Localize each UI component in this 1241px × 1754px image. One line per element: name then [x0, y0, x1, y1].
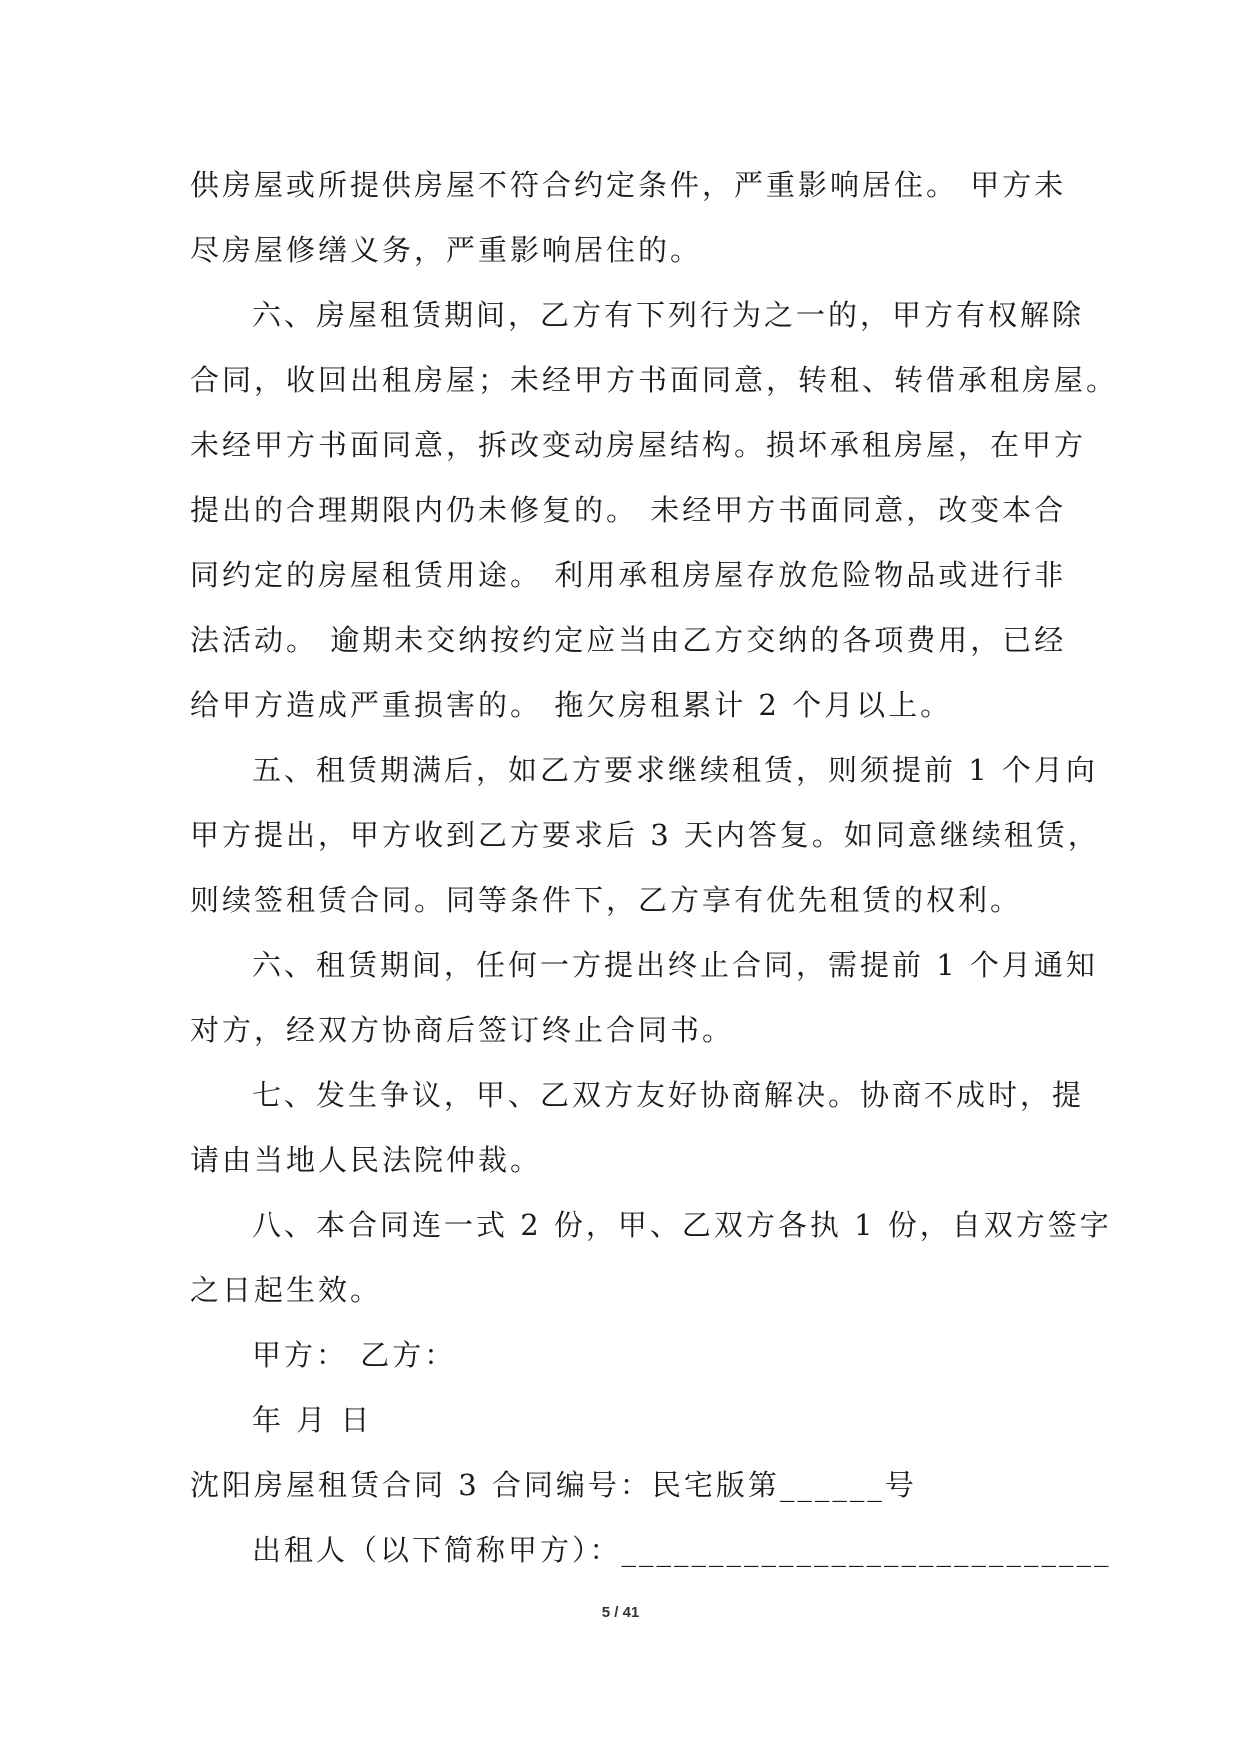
- text-line: 五、租赁期满后，如乙方要求继续租赁，则须提前 1 个月向: [252, 753, 1098, 787]
- text-line: 法活动。 逾期未交纳按约定应当由乙方交纳的各项费用，已经: [190, 623, 1067, 657]
- text-line: 出租人（以下简称甲方）：____________________________: [252, 1533, 1112, 1567]
- text-line: 未经甲方书面同意，拆改变动房屋结构。损坏承租房屋，在甲方: [190, 428, 1087, 462]
- text-line: 请由当地人民法院仲裁。: [190, 1143, 543, 1177]
- text-line: 给甲方造成严重损害的。 拖欠房租累计 2 个月以上。: [190, 688, 953, 722]
- text-line: 之日起生效。: [190, 1273, 383, 1307]
- text-line: 合同，收回出租房屋；未经甲方书面同意，转租、转借承租房屋。: [190, 363, 1119, 397]
- text-line: 甲方： 乙方：: [252, 1338, 457, 1372]
- text-line: 六、租赁期间，任何一方提出终止合同，需提前 1 个月通知: [252, 948, 1098, 982]
- text-line: 同约定的房屋租赁用途。 利用承租房屋存放危险物品或进行非: [190, 558, 1067, 592]
- text-line: 六、房屋租赁期间，乙方有下列行为之一的，甲方有权解除: [252, 298, 1085, 332]
- text-line: 尽房屋修缮义务，严重影响居住的。: [190, 233, 703, 267]
- text-line: 提出的合理期限内仍未修复的。 未经甲方书面同意，改变本合: [190, 493, 1067, 527]
- text-line: 八、本合同连一式 2 份，甲、乙双方各执 1 份，自双方签字: [252, 1208, 1112, 1242]
- text-line: 年 月 日: [252, 1403, 373, 1437]
- text-line: 七、发生争议，甲、乙双方友好协商解决。协商不成时，提: [252, 1078, 1085, 1112]
- page-number: 5 / 41: [601, 1604, 640, 1621]
- text-line: 供房屋或所提供房屋不符合约定条件，严重影响居住。 甲方未: [190, 168, 1067, 202]
- text-line: 对方，经双方协商后签订终止合同书。: [190, 1013, 735, 1047]
- text-line: 则续签租赁合同。同等条件下，乙方享有优先租赁的权利。: [190, 883, 1023, 917]
- text-line: 甲方提出，甲方收到乙方要求后 3 天内答复。如同意继续租赁，: [190, 818, 1100, 852]
- text-line: 沈阳房屋租赁合同 3 合同编号：民宅版第______号: [190, 1468, 917, 1502]
- document-body: [190, 158, 1119, 1588]
